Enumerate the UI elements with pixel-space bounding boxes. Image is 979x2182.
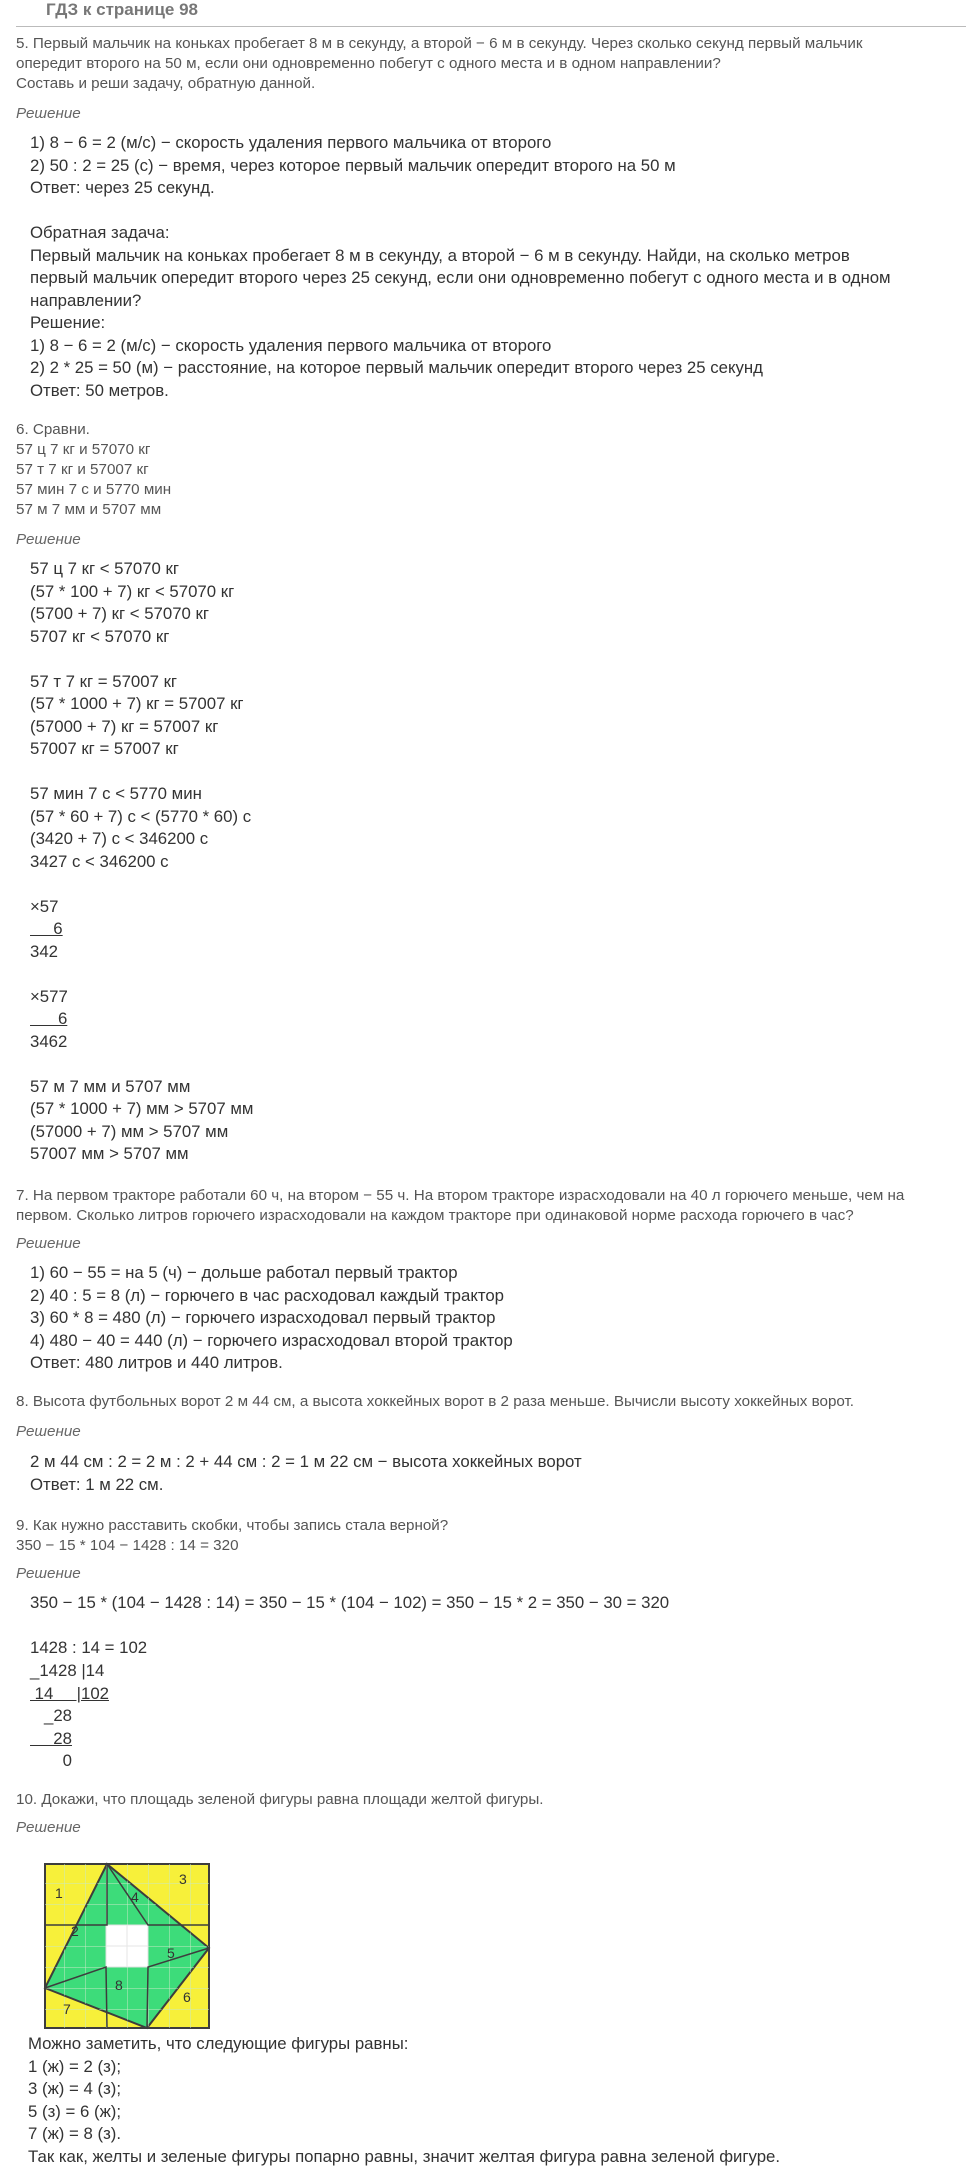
solution-line: 1 (ж) = 2 (з); <box>28 2056 122 2076</box>
area-figure <box>43 1862 211 2035</box>
solution-line: 6 <box>30 919 63 938</box>
division-line: 14 |102 <box>30 1683 109 1703</box>
division-line: _28 <box>30 1706 72 1725</box>
task-7-solution <box>30 1262 513 1375</box>
solution-line: 2) 50 : 2 = 25 (с) − время, через которое первый мальчик опередит второго на 50 м <box>30 155 676 175</box>
solution-line: Обратная задача: <box>30 223 170 242</box>
solution-line: (57000 + 7) мм > 5707 мм <box>30 1121 229 1141</box>
solution-line: 1428 : 14 = 102 <box>30 1638 148 1657</box>
solution-line: (57 * 100 + 7) кг < 57070 кг <box>30 581 235 601</box>
task-5-question <box>16 34 966 94</box>
solution-label: Решение <box>16 105 81 122</box>
solution-line: 1) 8 − 6 = 2 (м/с) − скорость удаления первого мальчика от второго <box>30 335 552 355</box>
text-line: 57 ц 7 кг и 57070 кг <box>16 441 151 458</box>
solution-line: Можно заметить, что следующие фигуры равны: <box>28 2034 409 2053</box>
solution-line: 3462 <box>30 1031 68 1051</box>
task-6-solution <box>30 558 253 1166</box>
text-line: 10. Докажи, что площадь зеленой фигуры равна площади желтой фигуры. <box>16 1791 544 1808</box>
division-line: 28 <box>30 1728 72 1748</box>
text-line: 5. Первый мальчик на коньках пробегает 8 м в секунду, а второй − 6 м в секунду. Через сколько секунд первый мальчик <box>16 35 863 52</box>
task-10-question <box>16 1790 966 1810</box>
text-line: 57 мин 7 с и 5770 мин <box>16 481 172 498</box>
solution-line: первый мальчик опередит второго через 25 секунд, если они одновременно побегут с одного места и в одном <box>30 268 891 287</box>
figure-label: 2 <box>71 1923 79 1939</box>
figure-label: 8 <box>115 1977 123 1993</box>
figure-label: 6 <box>183 1989 191 2005</box>
solution-line: 350 − 15 * (104 − 1428 : 14) = 350 − 15 * (104 − 102) = 350 − 15 * 2 = 350 − 30 = 320 <box>30 1593 670 1612</box>
solution-label: Решение <box>16 531 81 548</box>
task-7-question <box>16 1186 966 1226</box>
task-6-question <box>16 420 966 520</box>
solution-line: 57007 кг = 57007 кг <box>30 739 179 758</box>
task-9-solution <box>30 1592 669 1660</box>
solution-line: 57 м 7 мм и 5707 мм <box>30 1076 191 1096</box>
solution-line <box>30 1615 669 1638</box>
text-line: 9. Как нужно расставить скобки, чтобы запись стала верной? <box>16 1517 449 1534</box>
text-line: 350 − 15 * 104 − 1428 : 14 = 320 <box>16 1537 239 1554</box>
solution-line: Ответ: 1 м 22 см. <box>30 1474 164 1494</box>
solution-label: Решение <box>16 1565 81 1582</box>
solution-line: Ответ: 50 метров. <box>30 380 169 400</box>
solution-line <box>30 963 253 986</box>
solution-line: 1) 8 − 6 = 2 (м/с) − скорость удаления первого мальчика от второго <box>30 133 552 152</box>
solution-line <box>30 200 891 223</box>
solution-line <box>30 648 253 671</box>
solution-line: 5 (з) = 6 (ж); <box>28 2101 122 2121</box>
solution-line: Первый мальчик на коньках пробегает 8 м в секунду, а второй − 6 м в секунду. Найди, на сколько метров <box>30 245 850 265</box>
solution-line: 2) 40 : 5 = 8 (л) − горючего в час расходовал каждый трактор <box>30 1285 505 1305</box>
text-line: 6. Сравни. <box>16 421 90 438</box>
solution-line: 7 (ж) = 8 (з). <box>28 2124 122 2143</box>
figure-label: 1 <box>55 1885 63 1901</box>
solution-line <box>30 873 253 896</box>
solution-line: (57 * 1000 + 7) мм > 5707 мм <box>30 1099 254 1118</box>
solution-line: направлении? <box>30 290 142 310</box>
text-line: 7. На первом тракторе работали 60 ч, на втором − 55 ч. На втором тракторе израсходовали на 40 л горючего меньше, чем на <box>16 1187 905 1204</box>
solution-line: 2) 2 * 25 = 50 (м) − расстояние, на которое первый мальчик опередит второго через 25 секунд <box>30 358 763 377</box>
solution-line: 2 м 44 см : 2 = 2 м : 2 + 44 см : 2 = 1 м 22 см − высота хоккейных ворот <box>30 1452 582 1471</box>
solution-line <box>30 1053 253 1076</box>
solution-line: Ответ: через 25 секунд. <box>30 178 215 197</box>
solution-label: Решение <box>16 1423 81 1440</box>
solution-line: 3427 с < 346200 с <box>30 851 169 871</box>
solution-line: Решение: <box>30 313 106 332</box>
long-division <box>30 1660 109 1773</box>
solution-line: 5707 кг < 57070 кг <box>30 626 170 646</box>
figure-svg <box>43 1862 211 2030</box>
solution-line: 3 (ж) = 4 (з); <box>28 2079 122 2098</box>
solution-line: 342 <box>30 941 58 961</box>
figure-label: 7 <box>63 2001 71 2017</box>
task-10-solution <box>28 2033 780 2168</box>
solution-line: (5700 + 7) кг < 57070 кг <box>30 604 210 623</box>
solution-line: 57007 мм > 5707 мм <box>30 1144 189 1163</box>
solution-line: ×57 <box>30 896 59 916</box>
solution-line: 57 ц 7 кг < 57070 кг <box>30 559 179 578</box>
solution-line: 6 <box>30 1009 68 1028</box>
solution-line: ×577 <box>30 986 68 1006</box>
solution-line: Так как, желты и зеленые фигуры попарно равны, значит желтая фигура равна зеленой фигуре. <box>28 2146 781 2166</box>
solution-line: Ответ: 480 литров и 440 литров. <box>30 1353 283 1372</box>
text-line: 8. Высота футбольных ворот 2 м 44 см, а высота хоккейных ворот в 2 раза меньше. Вычисли высоту хоккейных ворот. <box>16 1393 855 1410</box>
solution-label: Решение <box>16 1235 81 1252</box>
text-line: Составь и реши задачу, обратную данной. <box>16 75 316 92</box>
solution-line: 1) 60 − 55 = на 5 (ч) − дольше работал первый трактор <box>30 1263 458 1282</box>
text-line: 57 т 7 кг и 57007 кг <box>16 461 149 478</box>
solution-label: Решение <box>16 1819 81 1836</box>
page-header <box>16 0 966 27</box>
task-8-question <box>16 1392 966 1412</box>
task-8-solution <box>30 1451 582 1496</box>
text-line: первом. Сколько литров горючего израсходовали на каждом тракторе при одинаковой норме расхода горючего в час? <box>16 1207 854 1224</box>
solution-line: 57 мин 7 с < 5770 мин <box>30 784 202 803</box>
solution-line: (57000 + 7) кг = 57007 кг <box>30 716 219 736</box>
figure-label: 5 <box>167 1945 175 1961</box>
solution-line: 4) 480 − 40 = 440 (л) − горючего израсходовал второй трактор <box>30 1330 513 1350</box>
task-9-question <box>16 1516 966 1556</box>
solution-line: 3) 60 * 8 = 480 (л) − горючего израсходовал первый трактор <box>30 1308 496 1327</box>
figure-label: 3 <box>179 1871 187 1887</box>
figure-label: 4 <box>131 1889 139 1905</box>
division-line: _1428 |14 <box>30 1661 105 1680</box>
page-title: ГДЗ к странице 98 <box>46 0 199 19</box>
division-line: 0 <box>30 1751 72 1770</box>
text-line: опередит второго на 50 м, если они одновременно побегут с одного места и в одном направлении? <box>16 55 721 72</box>
text-line: 57 м 7 мм и 5707 мм <box>16 501 162 518</box>
solution-line: (3420 + 7) с < 346200 с <box>30 829 209 848</box>
solution-line: (57 * 1000 + 7) кг = 57007 кг <box>30 694 244 713</box>
solution-line <box>30 761 253 784</box>
task-5-solution <box>30 132 891 402</box>
solution-line: 57 т 7 кг = 57007 кг <box>30 671 178 691</box>
solution-line: (57 * 60 + 7) с < (5770 * 60) с <box>30 806 252 826</box>
